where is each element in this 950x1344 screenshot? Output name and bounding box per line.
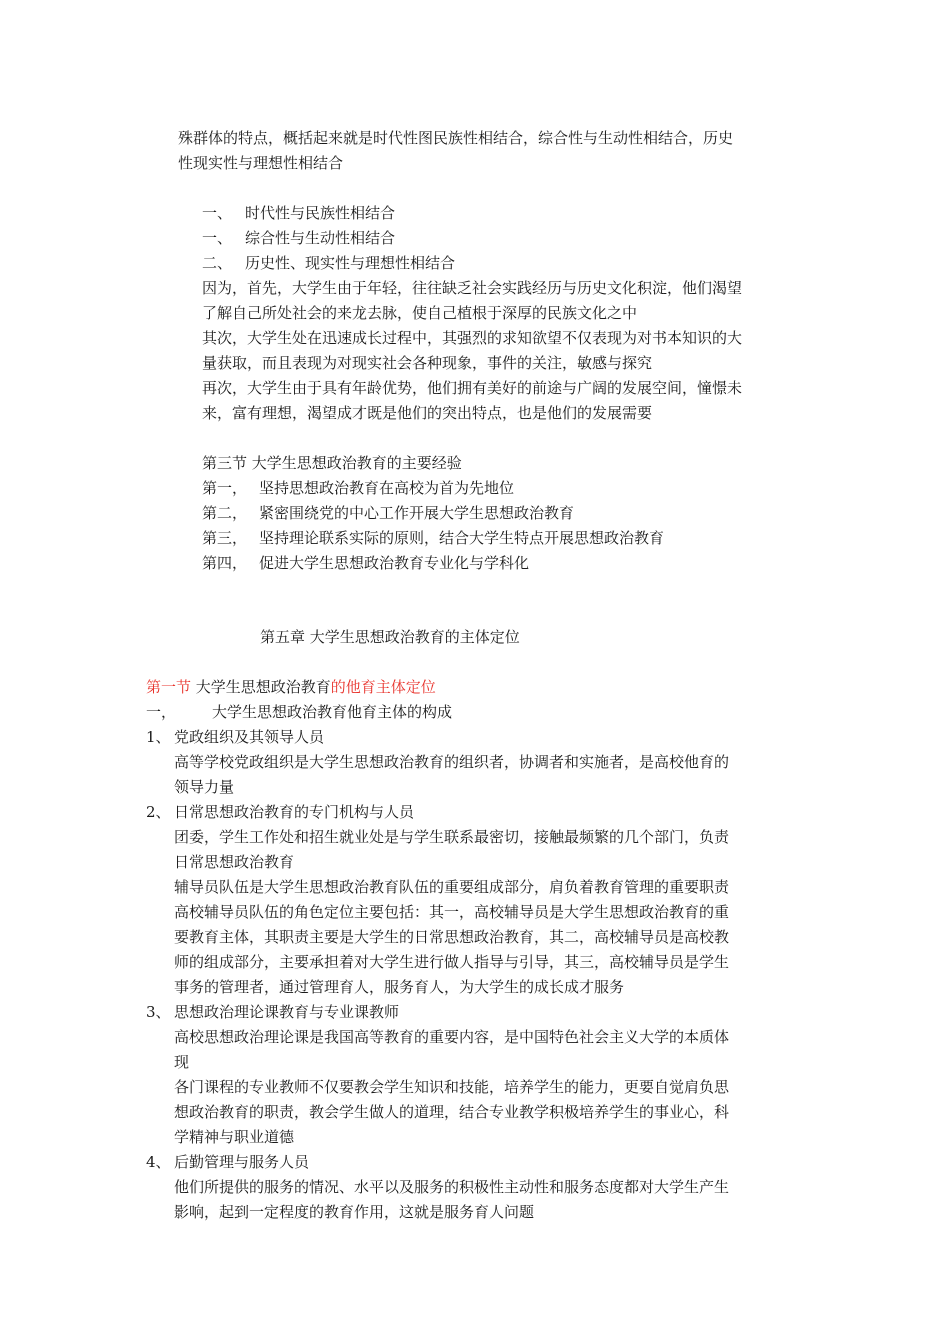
paragraph-line: 日常思想政治教育 (174, 853, 295, 871)
point-1 (202, 201, 395, 226)
paragraph-line: 高等学校党政组织是大学生思想政治教育的组织者，协调者和实施者，是高校他育的 (174, 753, 730, 771)
paragraph-line: 学精神与职业道德 (174, 1128, 295, 1146)
subhead-marker: 一， (146, 703, 177, 721)
list-number: 3、 (146, 1003, 171, 1021)
reason-2-line-1: 其次，大学生处在迅速成长过程中，其强烈的求知欲望不仅表现为对书本知识的大 (202, 329, 743, 347)
section-3-item-3 (202, 526, 664, 551)
item-marker: 第三， (202, 529, 248, 547)
reason-2-line-2: 量获取，而且表现为对现实社会各种现象，事件的关注，敏感与探究 (202, 354, 653, 372)
paragraph-line: 影响，起到一定程度的教育作用，这就是服务育人问题 (174, 1203, 535, 1221)
point-text: 综合性与生动性相结合 (245, 229, 396, 247)
item-marker: 第四， (202, 554, 248, 572)
paragraph-line: 各门课程的专业教师不仅要教会学生知识和技能，培养学生的能力，更要自觉肩负思 (174, 1078, 730, 1096)
item-text: 促进大学生思想政治教育专业化与学科化 (259, 554, 530, 572)
paragraph-line: 高校思想政治理论课是我国高等教育的重要内容，是中国特色社会主义大学的本质体 (174, 1028, 730, 1046)
list-item-3-head (146, 1000, 399, 1025)
point-marker: 一、 (202, 229, 233, 247)
point-3 (202, 251, 455, 276)
section-3-item-2 (202, 501, 574, 526)
reason-3-line-1: 再次，大学生由于具有年龄优势，他们拥有美好的前途与广阔的发展空间，憧憬未 (202, 379, 743, 397)
paragraph-line: 团委，学生工作处和招生就业处是与学生联系最密切，接触最频繁的几个部门，负责 (174, 828, 730, 846)
list-item-4-head (146, 1150, 309, 1175)
list-item-2-head (146, 800, 414, 825)
point-text: 时代性与民族性相结合 (245, 204, 396, 222)
section-3-title: 第三节 大学生思想政治教育的主要经验 (202, 454, 462, 472)
list-head: 后勤管理与服务人员 (174, 1153, 310, 1171)
reason-1-line-2: 了解自己所处社会的来龙去脉，使自己植根于深厚的民族文化之中 (202, 304, 638, 322)
item-text: 紧密围绕党的中心工作开展大学生思想政治教育 (259, 504, 575, 522)
paragraph-line: 领导力量 (174, 778, 235, 796)
intro-line-1: 殊群体的特点，概括起来就是时代性图民族性相结合，综合性与生动性相结合，历史 (178, 129, 734, 147)
list-head: 思想政治理论课教育与专业课教师 (174, 1003, 400, 1021)
paragraph-line: 高校辅导员队伍的角色定位主要包括：其一，高校辅导员是大学生思想政治教育的重 (174, 903, 730, 921)
paragraph-line: 现 (174, 1053, 190, 1071)
section-1-title-prefix: 第一节 (146, 678, 196, 696)
subhead-text: 大学生思想政治教育他育主体的构成 (212, 703, 453, 721)
list-number: 4、 (146, 1153, 171, 1171)
chapter-5-title: 第五章 大学生思想政治教育的主体定位 (260, 628, 520, 646)
section-1-title-suffix: 的他育主体定位 (330, 678, 436, 696)
paragraph-line: 他们所提供的服务的情况、水平以及服务的积极性主动性和服务态度都对大学生产生 (174, 1178, 730, 1196)
item-text: 坚持理论联系实际的原则，结合大学生特点开展思想政治教育 (259, 529, 665, 547)
reason-3-line-2: 来，富有理想，渴望成才既是他们的突出特点，也是他们的发展需要 (202, 404, 653, 422)
paragraph-line: 师的组成部分，主要承担着对大学生进行做人指导与引导，其三，高校辅导员是学生 (174, 953, 730, 971)
list-number: 2、 (146, 803, 171, 821)
point-2 (202, 226, 395, 251)
point-marker: 一、 (202, 204, 233, 222)
list-head: 日常思想政治教育的专门机构与人员 (174, 803, 415, 821)
section-1-title-main: 大学生思想政治教育 (195, 678, 331, 696)
list-item-1-head (146, 725, 324, 750)
list-head: 党政组织及其领导人员 (174, 728, 325, 746)
point-marker: 二、 (202, 254, 233, 272)
paragraph-line: 想政治教育的职责，教会学生做人的道理，结合专业教学积极培养学生的事业心，科 (174, 1103, 730, 1121)
paragraph-line: 事务的管理者，通过管理育人，服务育人，为大学生的成长成才服务 (174, 978, 625, 996)
section-3-item-4 (202, 551, 529, 576)
reason-1-line-1: 因为，首先，大学生由于年轻，往往缺乏社会实践经历与历史文化积淀，他们渴望 (202, 279, 743, 297)
section-1-title (146, 675, 436, 700)
intro-line-2: 性现实性与理想性相结合 (178, 154, 344, 172)
paragraph-line: 要教育主体，其职责主要是大学生的日常思想政治教育，其二，高校辅导员是高校教 (174, 928, 730, 946)
list-number: 1、 (146, 728, 171, 746)
paragraph-line: 辅导员队伍是大学生思想政治教育队伍的重要组成部分，肩负着教育管理的重要职责 (174, 878, 730, 896)
item-marker: 第一， (202, 479, 248, 497)
item-marker: 第二， (202, 504, 248, 522)
section-1-subhead (146, 700, 452, 725)
item-text: 坚持思想政治教育在高校为首为先地位 (259, 479, 515, 497)
section-3-item-1 (202, 476, 514, 501)
point-text: 历史性、现实性与理想性相结合 (245, 254, 456, 272)
